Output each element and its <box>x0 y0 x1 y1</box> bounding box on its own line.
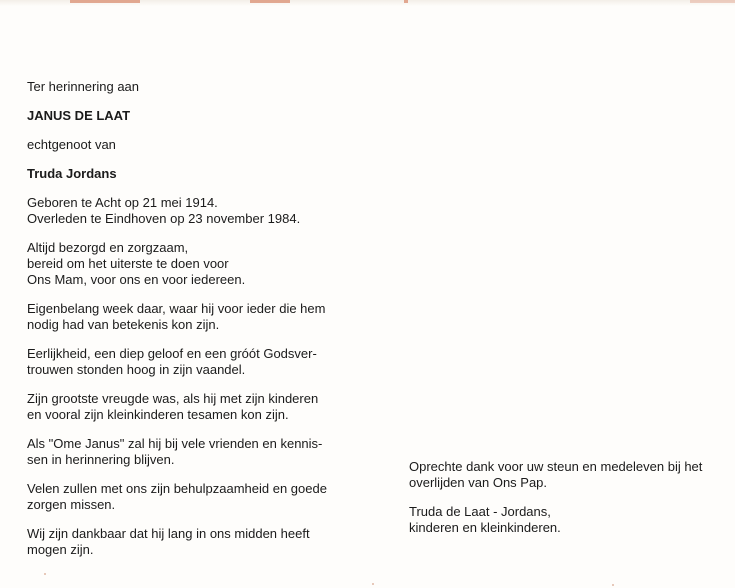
paragraph-line: nodig had van betekenis kon zijn. <box>27 317 220 332</box>
paragraph-line: trouwen stonden hoog in zijn vaandel. <box>27 362 246 377</box>
paragraph-line: mogen zijn. <box>27 542 94 557</box>
thanks-column <box>409 459 729 536</box>
thanks-line: Oprechte dank voor uw steun en medeleven bij het <box>409 459 703 474</box>
top-edge-mark <box>250 0 290 3</box>
paragraph <box>27 481 367 513</box>
paragraph-line: Zijn grootste vreugde was, als hij met zijn kinderen <box>27 391 319 406</box>
paper-speck <box>44 573 46 575</box>
relation-line: echtgenoot van <box>27 137 116 152</box>
signature-line: Truda de Laat - Jordans, <box>409 504 551 519</box>
birth-line: Geboren te Acht op 21 mei 1914. <box>27 195 218 210</box>
paragraph <box>27 240 367 288</box>
paragraph <box>27 436 367 468</box>
main-text-column <box>27 79 367 558</box>
paragraph-line: sen in herinnering blijven. <box>27 452 175 467</box>
paper-speck <box>612 584 614 586</box>
paragraph-line: Ons Mam, voor ons en voor iedereen. <box>27 272 246 287</box>
paragraph-line: en vooral zijn kleinkinderen tesamen kon zijn. <box>27 407 289 422</box>
paragraph-line: Als "Ome Janus" zal hij bij vele vrienden en kennis- <box>27 436 323 451</box>
paragraph-line: Eigenbelang week daar, waar hij voor ieder die hem <box>27 301 326 316</box>
spouse-name: Truda Jordans <box>27 166 117 181</box>
paragraph-line: Wij zijn dankbaar dat hij lang in ons midden heeft <box>27 526 310 541</box>
paper-speck <box>372 583 374 585</box>
top-edge-mark <box>70 0 140 3</box>
paragraph-line: Velen zullen met ons zijn behulpzaamheid en goede <box>27 481 327 496</box>
signature <box>409 504 729 536</box>
death-line: Overleden te Eindhoven op 23 november 1984. <box>27 211 301 226</box>
top-edge-mark <box>690 0 735 3</box>
paragraph-line: bereid om het uiterste te doen voor <box>27 256 229 271</box>
paragraph <box>27 346 367 378</box>
paragraph <box>27 391 367 423</box>
signature-line: kinderen en kleinkinderen. <box>409 520 561 535</box>
paragraph-line: Eerlijkheid, een diep geloof en een gróót Godsver- <box>27 346 317 361</box>
thanks-line: overlijden van Ons Pap. <box>409 475 548 490</box>
paragraph <box>27 526 367 558</box>
top-edge-mark <box>404 0 408 3</box>
paragraph <box>27 301 367 333</box>
paragraph-line: Altijd bezorgd en zorgzaam, <box>27 240 189 255</box>
thanks-text <box>409 459 729 491</box>
deceased-name: JANUS DE LAAT <box>27 108 131 123</box>
intro-line: Ter herinnering aan <box>27 79 140 94</box>
paragraph-line: zorgen missen. <box>27 497 116 512</box>
